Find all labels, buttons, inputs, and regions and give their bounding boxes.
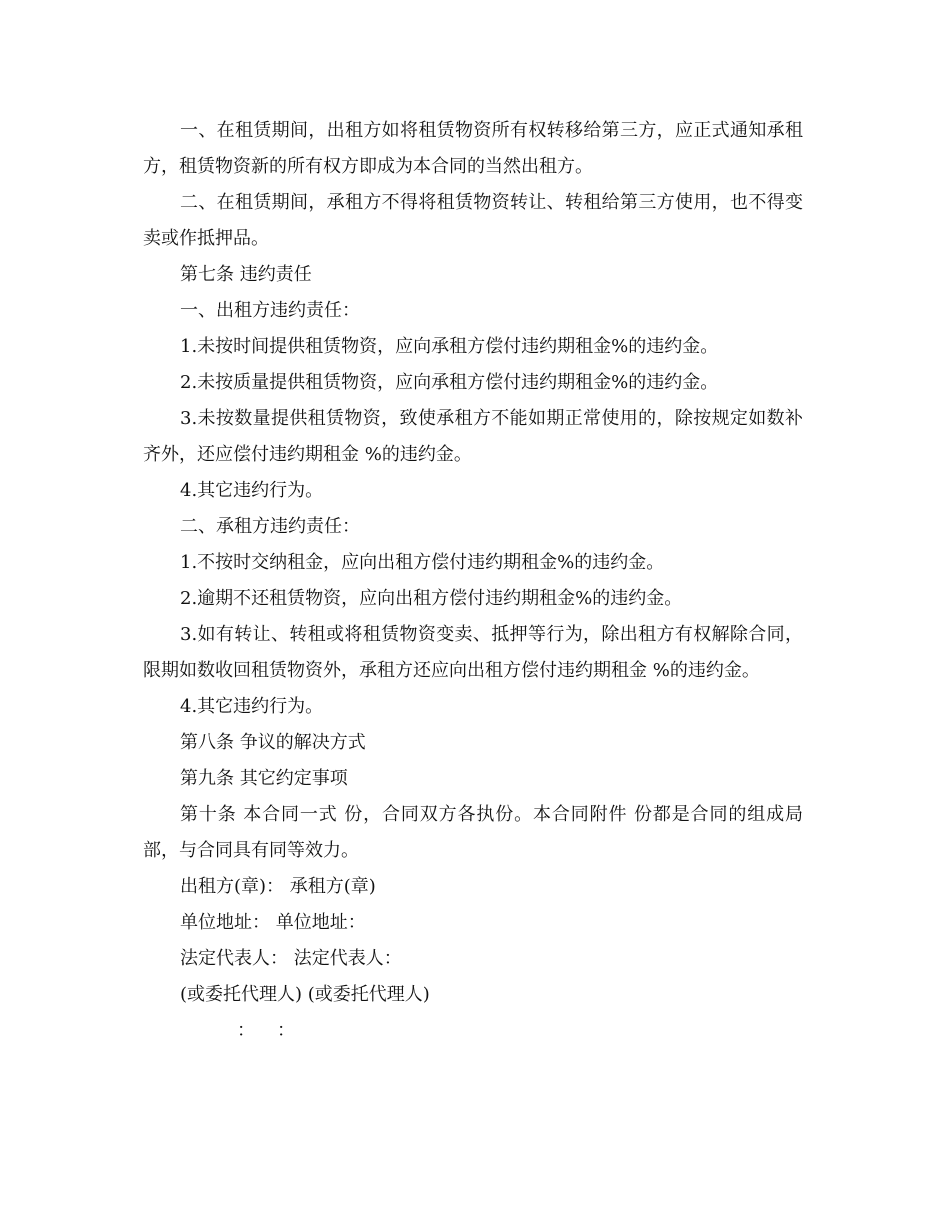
article-7-heading: 第七条 违约责任	[180, 264, 312, 285]
lessor-liability-item-3: 3.未按数量提供租赁物资，致使承租方不能如期正常使用的，除按规定如数补齐外，还应偿付违约期租金 %的违约金。	[143, 408, 803, 465]
document-body	[143, 113, 803, 1049]
article-8-heading: 第八条 争议的解决方式	[180, 732, 366, 753]
article-10-paragraph: 第十条 本合同一式 份，合同双方各执份。本合同附件 份都是合同的组成局部，与合同具有同等效力。	[143, 804, 803, 861]
signature-address-line: 单位地址： 单位地址：	[180, 912, 366, 933]
signature-representative-line: 法定代表人： 法定代表人：	[180, 948, 402, 969]
lessee-liability-item-3: 3.如有转让、转租或将租赁物资变卖、抵押等行为，除出租方有权解除合同，限期如数收回租赁物资外，承租方还应向出租方偿付违约期租金 %的违约金。	[143, 624, 803, 681]
article-9-heading: 第九条 其它约定事项	[180, 768, 348, 789]
lessor-liability-item-1: 1.未按时间提供租赁物资，应向承租方偿付违约期租金%的违约金。	[180, 336, 719, 357]
paragraph-ownership-transfer: 一、在租赁期间，出租方如将租赁物资所有权转移给第三方，应正式通知承租方，租赁物资新的所有权方即成为本合同的当然出租方。	[143, 120, 803, 177]
lessor-liability-item-4: 4.其它违约行为。	[180, 480, 324, 501]
signature-colon-b: ：	[277, 1020, 295, 1041]
signature-colon-a: ：	[237, 1020, 255, 1041]
lessee-liability-heading: 二、承租方违约责任：	[180, 516, 360, 537]
signature-seal-line: 出租方(章)： 承租方(章)	[180, 876, 376, 897]
lessee-liability-item-2: 2.逾期不还租赁物资，应向出租方偿付违约期租金%的违约金。	[180, 588, 683, 609]
signature-agent-line: (或委托代理人) (或委托代理人)	[180, 984, 430, 1005]
paragraph-no-sublease: 二、在租赁期间，承租方不得将租赁物资转让、转租给第三方使用，也不得变卖或作抵押品。	[143, 192, 803, 249]
signature-colon-line	[143, 1013, 803, 1049]
lessee-liability-item-4: 4.其它违约行为。	[180, 696, 324, 717]
lessor-liability-item-2: 2.未按质量提供租赁物资，应向承租方偿付违约期租金%的违约金。	[180, 372, 719, 393]
lessor-liability-heading: 一、出租方违约责任：	[180, 300, 360, 321]
lessee-liability-item-1: 1.不按时交纳租金，应向出租方偿付违约期租金%的违约金。	[180, 552, 665, 573]
